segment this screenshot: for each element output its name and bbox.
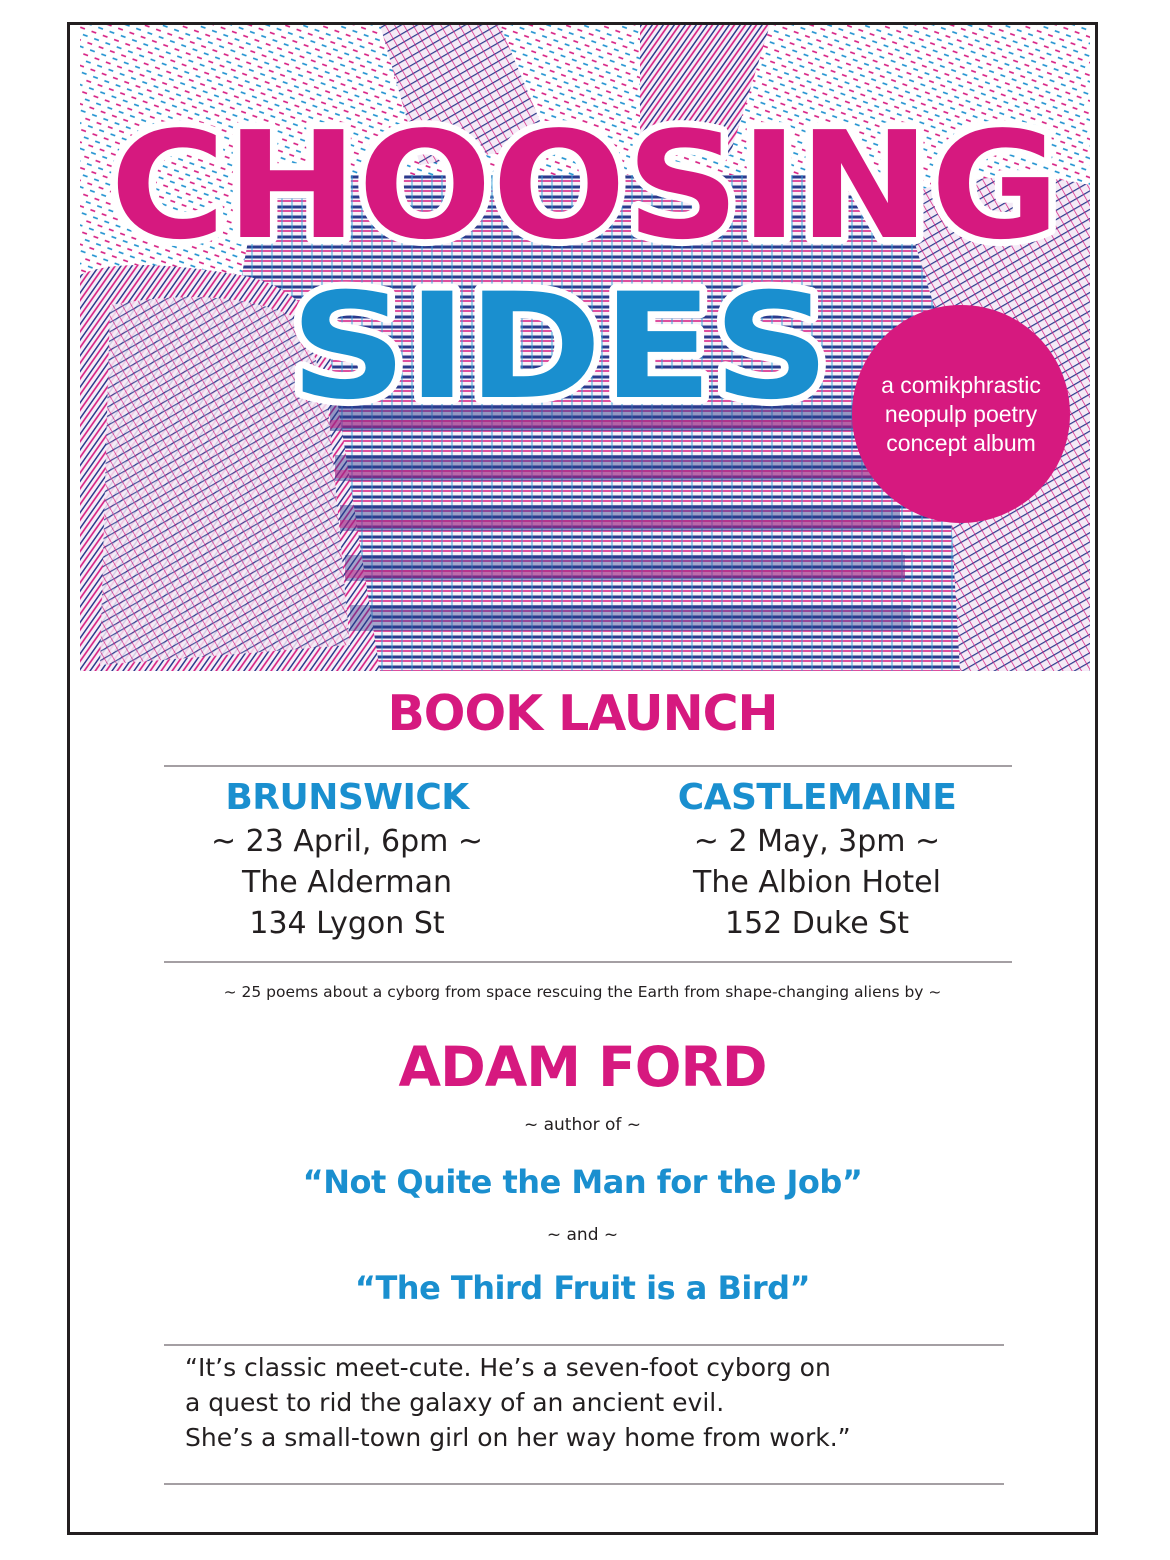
- book-title: “Not Quite the Man for the Job”: [302, 1163, 863, 1201]
- divider: [164, 765, 1012, 767]
- divider: [164, 1483, 1004, 1485]
- title-sides: SIDES: [290, 262, 830, 432]
- badge-line: neopulp poetry: [884, 400, 1038, 427]
- badge-line: a comikphrastic: [881, 371, 1041, 398]
- and-separator: ~ and ~: [546, 1225, 619, 1245]
- venue-city: BRUNSWICK: [225, 777, 469, 818]
- venue-address: 134 Lygon St: [249, 906, 445, 941]
- book-title: “The Third Fruit is a Bird”: [354, 1269, 811, 1307]
- author-of-label: ~ author of ~: [523, 1115, 642, 1135]
- quote-line: “It’s classic meet-cute. He’s a seven-foot cyborg on: [185, 1353, 831, 1382]
- venue-brunswick: [137, 775, 557, 944]
- badge-line: concept album: [886, 429, 1036, 456]
- tagline: ~ 25 poems about a cyborg from space rescuing the Earth from shape-changing aliens by ~: [223, 983, 942, 1001]
- quote-line: She’s a small-town girl on her way home from work.”: [185, 1423, 851, 1452]
- genre-badge: [852, 305, 1070, 523]
- venue-castlemaine: [607, 775, 1027, 944]
- cover-artwork: [80, 25, 1090, 671]
- event-heading: BOOK LAUNCH: [387, 685, 778, 742]
- author-name: ADAM FORD: [398, 1035, 767, 1099]
- venue-datetime: ~ 23 April, 6pm ~: [210, 824, 484, 859]
- venue-name: The Albion Hotel: [693, 865, 941, 900]
- venue-city: CASTLEMAINE: [677, 777, 957, 818]
- divider: [164, 1344, 1004, 1346]
- quote-line: a quest to rid the galaxy of an ancient evil.: [185, 1388, 725, 1417]
- venue-datetime: ~ 2 May, 3pm ~: [693, 824, 941, 859]
- title-choosing: CHOOSING: [110, 100, 1060, 272]
- venue-address: 152 Duke St: [724, 906, 909, 941]
- poster-frame: [67, 22, 1098, 1535]
- pull-quote: [185, 1350, 1005, 1455]
- venue-name: The Alderman: [241, 865, 453, 900]
- divider: [164, 961, 1012, 963]
